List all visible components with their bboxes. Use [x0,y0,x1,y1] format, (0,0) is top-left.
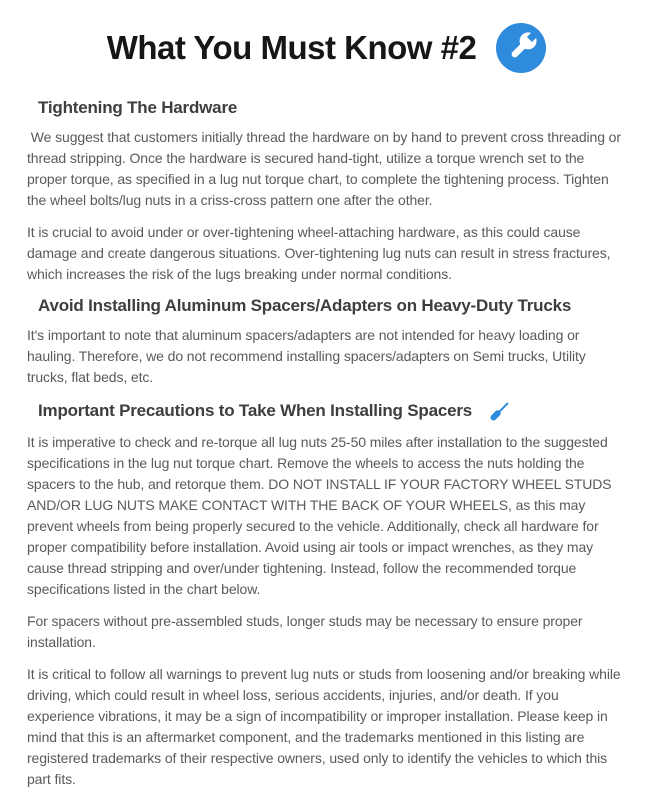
page-title: What You Must Know #2 [106,29,477,66]
paragraph-over-tightening: It is crucial to avoid under or over-tightening wheel-attaching hardware, as this could cause damage and create dangerous situations. Over-tightening lug nuts can result in stress fractures, which increases the risk of the lugs breaking under normal conditions. [27,224,611,282]
paragraph-warnings: It is critical to follow all warnings to prevent lug nuts or studs from loosening and/or breaking while driving, which could result in wheel loss, serious accidents, injuries, and/or death. If you experience vibrations, it may be a sign of incompatibility or improper installation. Please keep in mind that this is an aftermarket component, and the trademarks mentioned in this listing are registered trademarks of their respective owners, used only to identify the vehicles to which this part fits. [27,666,621,787]
page-header [27,22,626,74]
section-heading-text: Tightening The Hardware [38,98,238,117]
section-tightening-hardware [27,98,626,285]
section-heading-aluminum [38,296,626,316]
section-heading-tightening [38,98,626,118]
wrench-icon [496,23,546,73]
section-aluminum-spacers [27,296,626,388]
paragraph-hand-threading: We suggest that customers initially thread the hardware on by hand to prevent cross threading or thread stripping. Once the hardware is secured hand-tight, utilize a torque wrench set to the proper torque, as specified in a lug nut torque chart, to complete the tightening process. Tighten the wheel bolts/lug nuts in a criss-cross pattern one after the other. [27,129,621,208]
paragraph-heavy-duty: It's important to note that aluminum spacers/adapters are not intended for heavy loading or hauling. Therefore, we do not recommend installing spacers/adapters on Semi trucks, Utility trucks, flat beds, etc. [27,327,586,385]
screwdriver-icon [488,399,512,423]
section-heading-precautions [38,399,626,423]
paragraph-longer-studs: For spacers without pre-assembled studs, longer studs may be necessary to ensure proper installation. [27,613,583,650]
section-heading-text: Important Precautions to Take When Installing Spacers [38,401,473,420]
paragraph-retorque: It is imperative to check and re-torque all lug nuts 25-50 miles after installation to the suggested specifications in the lug nut torque chart. Remove the wheels to access the nuts holding the spacers to the hub, and retorque them. DO NOT INSTALL IF YOUR FACTORY WHEEL STUDS AND/OR LUG NUTS MAKE CONTACT WITH THE BACK OF YOUR WHEELS, as this may prevent wheels from being properly secured to the vehicle. Additionally, check all hardware for proper compatibility before installation. Avoid using air tools or impact wrenches, as they may cause thread stripping and over/under tightening. Instead, follow the recommended torque specifications listed in the chart below. [27,434,612,597]
section-precautions [27,399,626,790]
section-heading-text: Avoid Installing Aluminum Spacers/Adapters on Heavy-Duty Trucks [38,296,572,315]
